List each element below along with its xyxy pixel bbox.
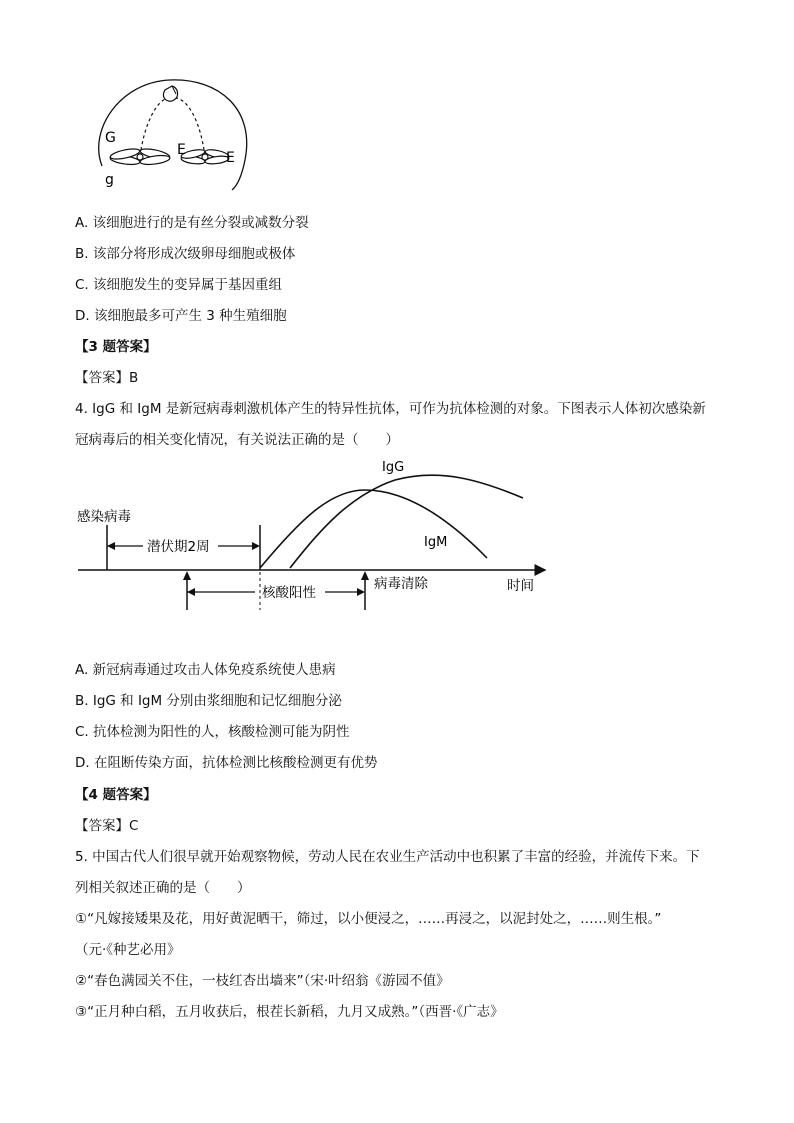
q4-stem-line1: 4. IgG 和 IgM 是新冠病毒刺激机体产生的特异性抗体，可作为抗体检测的对象。下图表示人体初次感染新	[75, 401, 706, 417]
time-label: 时间	[507, 578, 534, 594]
igg-label: IgG	[382, 460, 405, 475]
nucleic-label: 核酸阳性	[262, 585, 316, 601]
q4-option-a: A. 新冠病毒通过攻击人体免疫系统使人患病	[75, 662, 336, 678]
virus-clear-label: 病毒清除	[374, 576, 428, 592]
nucleic-start-arrowhead	[183, 571, 191, 580]
chromosome-right	[181, 148, 230, 165]
igm-curve	[260, 490, 487, 568]
igm-label: IgM	[424, 535, 448, 550]
gene-label-g: g	[105, 172, 114, 188]
q4-option-c: C. 抗体检测为阳性的人，核酸检测可能为阴性	[75, 724, 350, 740]
cell-diagram	[80, 70, 260, 195]
gene-label-E: E	[226, 150, 235, 166]
q5-item2: ②“春色满园关不住，一枝红杏出墙来”（宋·叶绍翁《游园不值》	[75, 973, 450, 989]
infect-label: 感染病毒	[77, 509, 131, 525]
q3-answer: 【答案】B	[75, 370, 139, 386]
gene-label-G: G	[105, 130, 116, 146]
spindle-fiber	[140, 98, 168, 156]
chromosome-left	[109, 147, 170, 166]
q4-answer-header: 【4 题答案】	[75, 787, 157, 803]
q4-option-d: D. 在阻断传染方面，抗体检测比核酸检测更有优势	[75, 755, 378, 771]
q5-stem-line2: 列相关叙述正确的是（ ）	[75, 880, 251, 896]
q4-stem-line2: 冠病毒后的相关变化情况，有关说法正确的是（ ）	[75, 432, 399, 448]
gene-label-E: E	[177, 142, 186, 158]
q4-option-b: B. IgG 和 IgM 分别由浆细胞和记忆细胞分泌	[75, 693, 342, 709]
incubation-arrow-left-head	[107, 542, 115, 550]
q5-stem-line1: 5. 中国古代人们很早就开始观察物候，劳动人民在农业生产活动中也积累了丰富的经验，并流传下来。下	[75, 849, 700, 865]
incubation-arrow-right-head	[252, 542, 260, 550]
q4-answer: 【答案】C	[75, 818, 139, 834]
q3-option-c: C. 该细胞发生的变异属于基因重组	[75, 277, 283, 293]
q3-option-d: D. 该细胞最多可产生 3 种生殖细胞	[75, 308, 287, 324]
q3-answer-header: 【3 题答案】	[75, 339, 157, 355]
incubation-label: 潜伏期2周	[147, 539, 210, 555]
q5-item1-source: （元·《种艺必用》	[75, 942, 181, 958]
q3-option-a: A. 该细胞进行的是有丝分裂或减数分裂	[75, 215, 309, 231]
nucleic-arrow-left-head	[187, 588, 195, 596]
nucleic-arrow-right-head	[357, 588, 365, 596]
antibody-chart	[0, 450, 794, 620]
q3-option-b: B. 该部分将形成次级卵母细胞或极体	[75, 246, 296, 262]
q5-item3: ③“正月种白稻，五月收获后，根茬长新稻，九月又成熟。”（西晋·《广志》	[75, 1004, 504, 1020]
virus-clear-arrowhead	[361, 571, 369, 580]
igg-curve	[290, 475, 523, 568]
q5-item1: ①“凡嫁接矮果及花，用好黄泥晒干，筛过，以小便浸之，……再浸之，以泥封处之，……则生根。”	[75, 911, 662, 927]
